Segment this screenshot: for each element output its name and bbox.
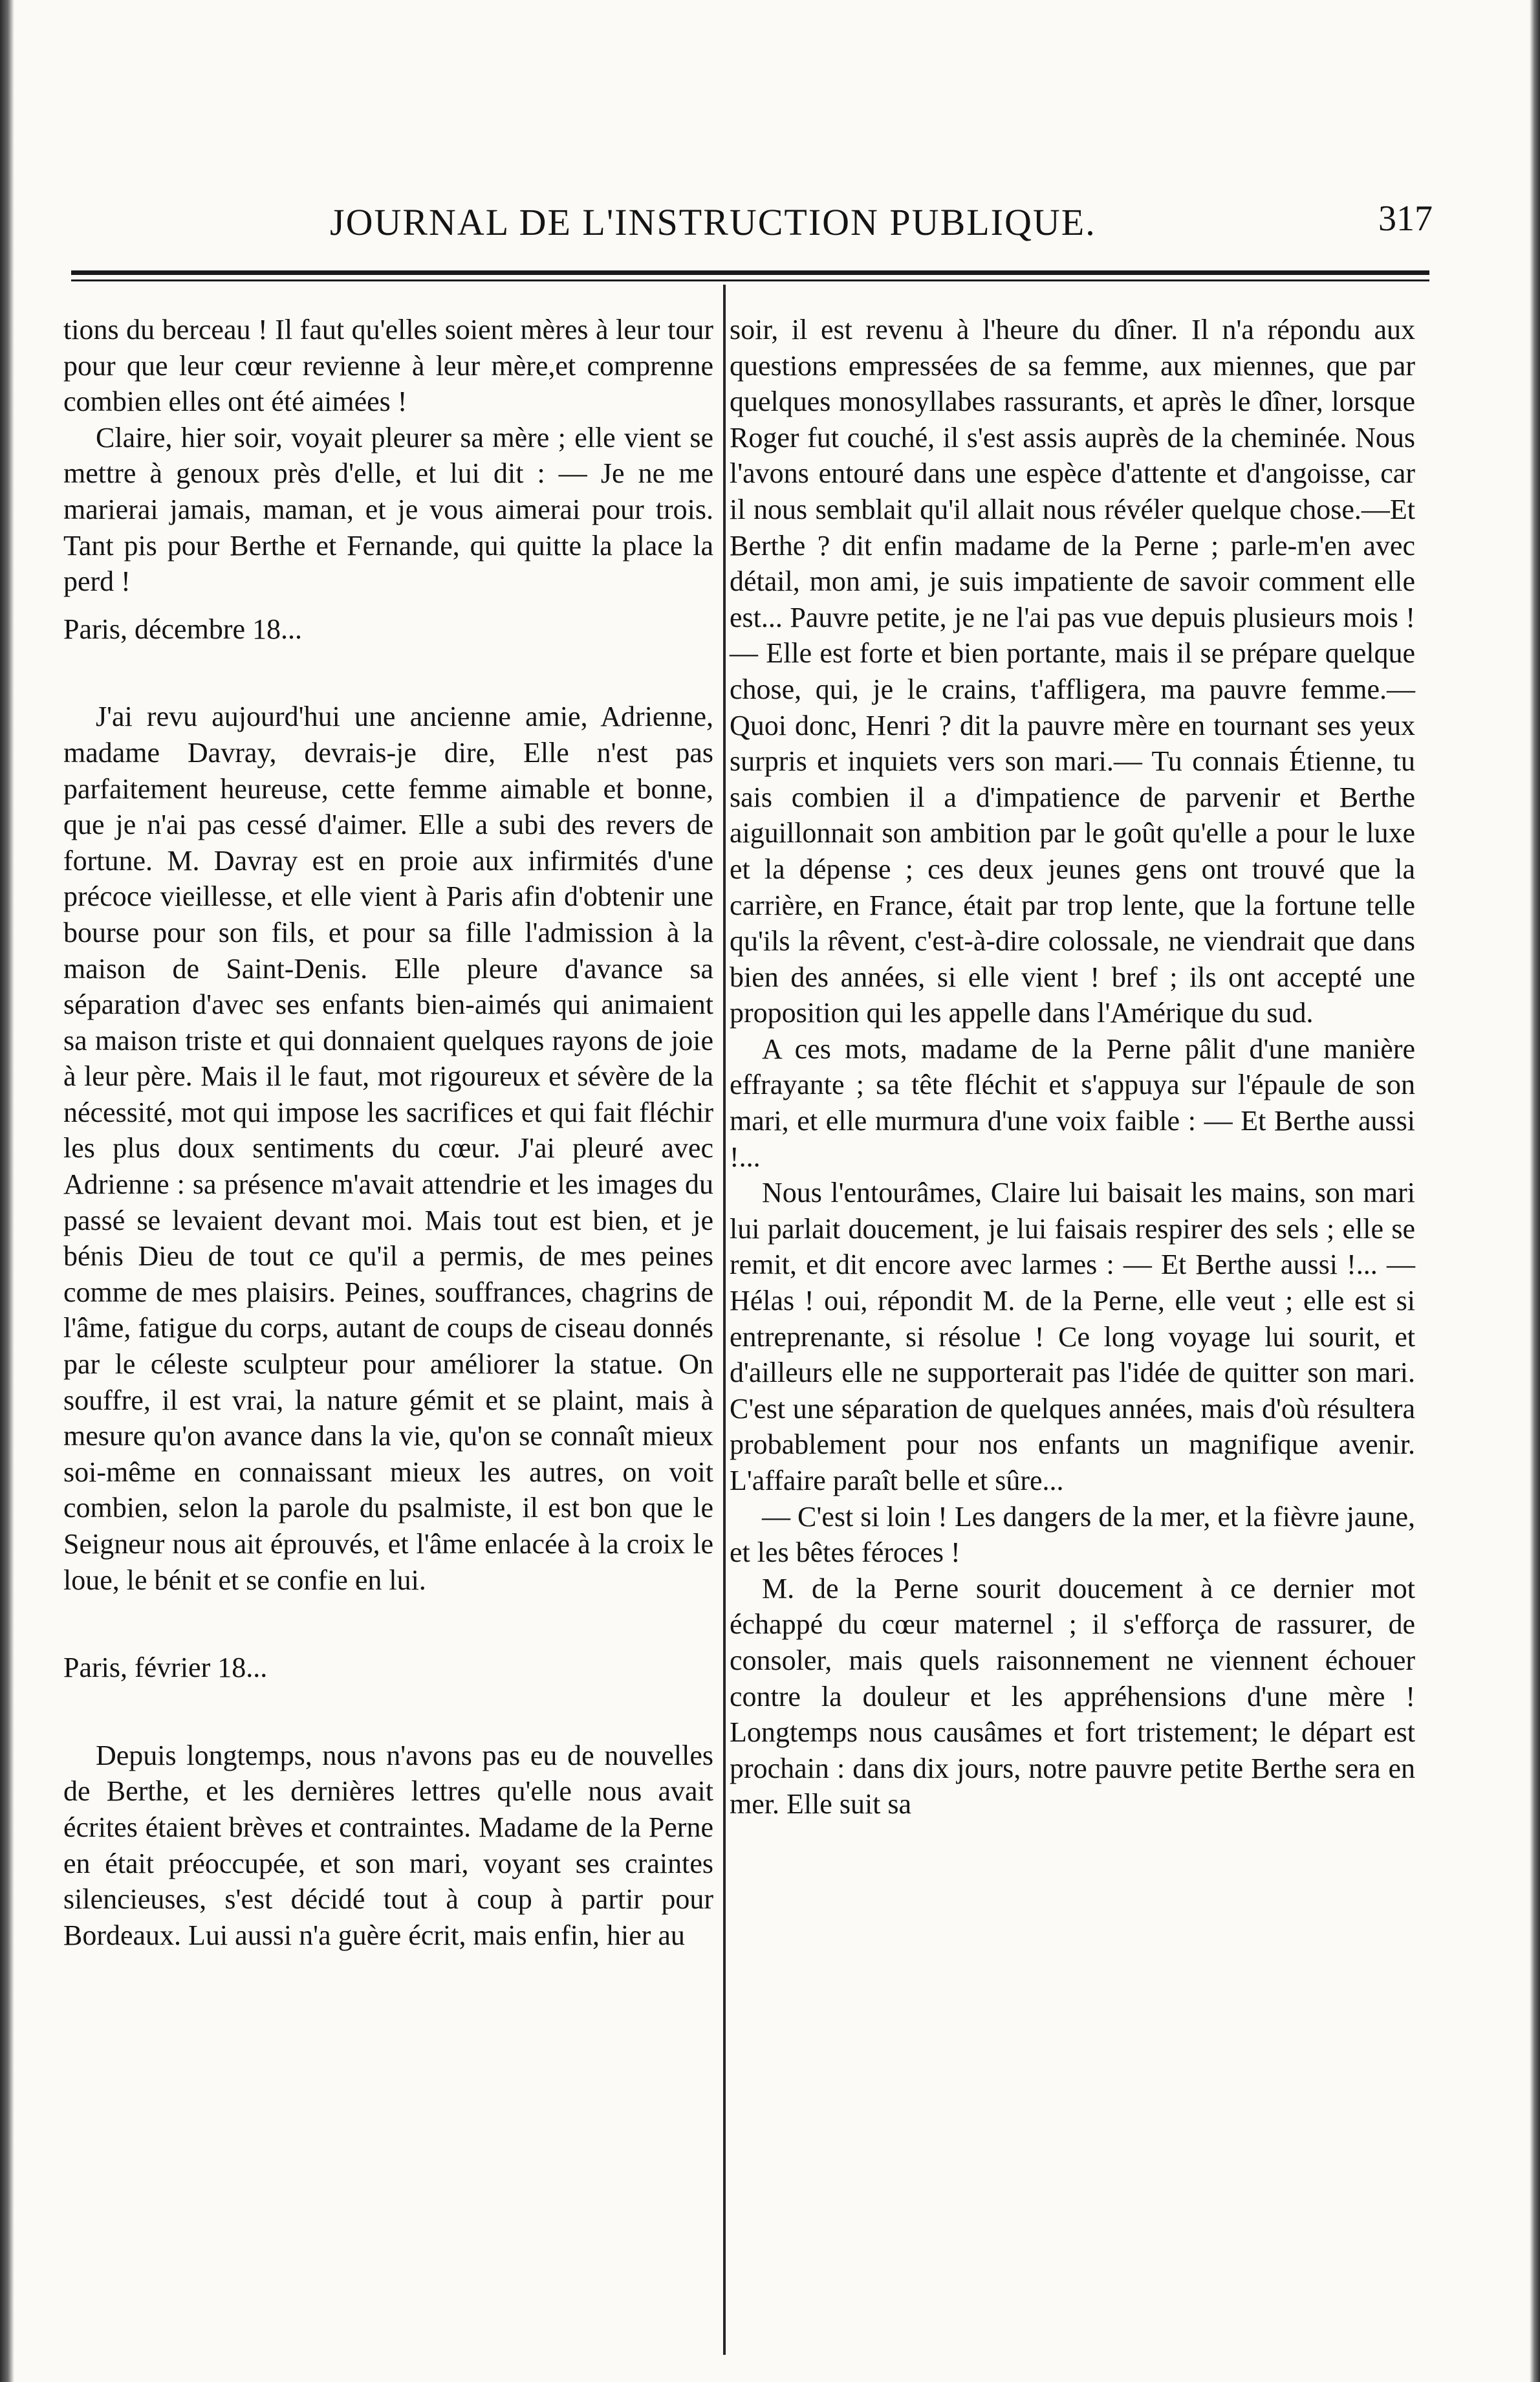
journal-title: JOURNAL DE L'INSTRUCTION PUBLIQUE.	[330, 201, 1096, 243]
left-paragraph-1: tions du berceau ! Il faut qu'elles soient mères à leur tour pour que leur cœur revienne à leur mère,et comprenne combien elles ont été aimées !	[63, 314, 713, 418]
right-paragraph-4: — C'est si loin ! Les dangers de la mer, et la fièvre jaune, et les bêtes féroces !	[730, 1500, 1415, 1569]
right-paragraph-5: M. de la Perne sourit doucement à ce dernier mot échappé du cœur maternel ; il s'efforça de rassurer, de consoler, mais quels raisonnement ne viennent échouer contre la douleur et les appréhensions d'une mère ! Longtemps nous causâmes et fort tristement; le départ est prochain : dans dix jours, notre pauvre petite Berthe sera en mer. Elle suit sa	[730, 1572, 1415, 1820]
column-divider	[723, 285, 726, 2355]
page-number: 317	[1378, 199, 1433, 239]
right-column	[730, 312, 1415, 1822]
right-paragraph-3: Nous l'entourâmes, Claire lui baisait les mains, son mari lui parlait doucement, je lui faisais respirer des sels ; elle se remit, et dit encore avec larmes : — Et Berthe aussi !... — Hélas ! oui, répondit M. de la Perne, elle veut ; elle est si entreprenante, si résolue ! Ce long voyage lui sourit, et d'ailleurs elle ne supporterait pas l'idée de quitter son mari. C'est une séparation de quelques années, mais d'où résultera probablement pour nos enfants un magnifique avenir. L'affaire paraît belle et sûre...	[730, 1177, 1415, 1496]
right-paragraph-1: soir, il est revenu à l'heure du dîner. Il n'a répondu aux questions empressées de sa femme, aux miennes, que par quelques monosyllabes rassurants, et après le dîner, lorsque Roger fut couché, il s'est assis auprès de la cheminée. Nous l'avons entouré dans une espèce d'attente et d'angoisse, car il nous semblait qu'il allait nous révéler quelque chose.—Et Berthe ? dit enfin madame de la Perne ; parle-m'en avec détail, mon ami, je suis impatiente de savoir comment elle est... Pauvre petite, je ne l'ai pas vue depuis plusieurs mois ! — Elle est forte et bien portante, mais il se prépare quelque chose, qui, je le crains, t'affligera, ma pauvre femme.— Quoi donc, Henri ? dit la pauvre mère en tournant ses yeux surpris et inquiets vers son mari.— Tu connais Étienne, tu sais combien il a d'impatience de parvenir et Berthe aiguillonnait son ambition par le goût qu'elle a pour le luxe et la dépense ; ces deux jeunes gens ont trouvé que la carrière, en France, était par trop lente, que la fortune telle qu'ils la rêvent, c'est-à-dire colossale, ne viendrait que dans bien des années, si elle vient ! bref ; ils ont accepté une proposition qui les appelle dans l'Amérique du sud.	[730, 314, 1415, 1029]
scan-edge-left	[0, 0, 14, 2382]
header-rule-thin	[71, 279, 1429, 281]
dateline-december: Paris, décembre 18...	[63, 613, 302, 645]
running-header	[71, 194, 1442, 265]
dateline-february: Paris, février 18...	[63, 1652, 268, 1684]
left-column	[63, 312, 713, 1953]
right-paragraph-2: A ces mots, madame de la Perne pâlit d'une manière effrayante ; sa tête fléchit et s'appuya sur l'épaule de son mari, et elle murmura d'une voix faible : — Et Berthe aussi !...	[730, 1033, 1415, 1173]
left-paragraph-4: Depuis longtemps, nous n'avons pas eu de nouvelles de Berthe, et les dernières lettres qu'elle nous avait écrites étaient brèves et contraintes. Madame de la Perne en était préoccupée, et son mari, voyant ses craintes silencieuses, s'est décidé tout à coup à partir pour Bordeaux. Lui aussi n'a guère écrit, mais enfin, hier au	[63, 1739, 713, 1951]
header-rule-thick	[71, 270, 1429, 275]
scan-edge-right	[1530, 0, 1540, 2382]
left-paragraph-3: J'ai revu aujourd'hui une ancienne amie, Adrienne, madame Davray, devrais-je dire, Elle n'est pas parfaitement heureuse, cette femme aimable et bonne, que je n'ai pas cessé d'aimer. Elle a subi des revers de fortune. M. Davray est en proie aux infirmités d'une précoce vieillesse, et elle vient à Paris afin d'obtenir une bourse pour son fils, et pour sa fille l'admission à la maison de Saint-Denis. Elle pleure d'avance sa séparation d'avec ses enfants bien-aimés qui animaient sa maison triste et qui donnaient quelques rayons de joie à leur père. Mais il le faut, mot rigoureux et sévère de la nécessité, mot qui impose les sacrifices et qui fait fléchir les plus doux sentiments du cœur. J'ai pleuré avec Adrienne : sa présence m'avait attendrie et les images du passé se levaient devant moi. Mais tout est bien, et je bénis Dieu de tout ce qu'il a permis, de mes peines comme de mes plaisirs. Peines, souffrances, chagrins de l'âme, fatigue du corps, autant de coups de ciseau donnés par le céleste sculpteur pour améliorer la statue. On souffre, il est vrai, la nature gémit et se plaint, mais à mesure qu'on avance dans la vie, qu'on se connaît mieux soi-même en connaissant mieux les autres, on voit combien, selon la parole du psalmiste, il est bon que le Seigneur nous ait éprouvés, et l'âme enlacée à la croix le loue, le bénit et se confie en lui.	[63, 701, 713, 1596]
left-paragraph-2: Claire, hier soir, voyait pleurer sa mère ; elle vient se mettre à genoux près d'elle, et lui dit : — Je ne me marierai jamais, maman, et je vous aimerai pour trois. Tant pis pour Berthe et Fernande, qui quitte la place la perd !	[63, 421, 713, 598]
